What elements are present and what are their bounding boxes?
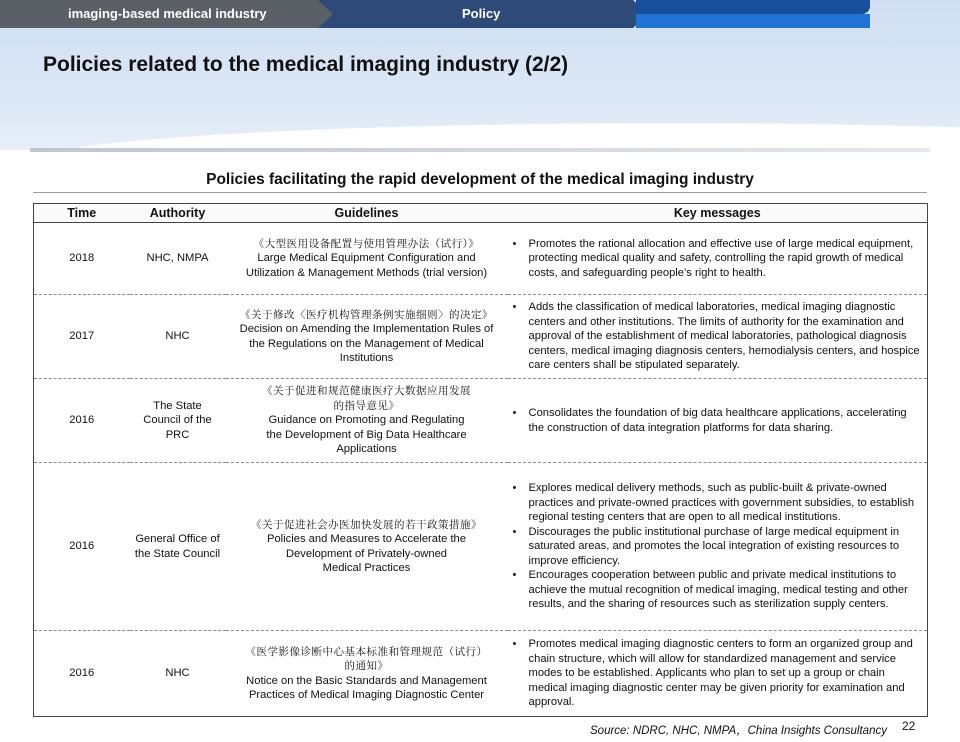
authority-line: NHC, NMPA: [146, 252, 209, 265]
table-row: [34, 631, 928, 717]
table-row: [34, 295, 928, 379]
table-row: [34, 379, 928, 463]
guideline-chinese-title: 《大型医用设备配置与使用管理办法（试行）》: [253, 237, 480, 250]
nav-accent-bar-dark: [636, 0, 870, 14]
authority-line: General Office of: [135, 533, 220, 545]
cell-authority: [130, 295, 226, 379]
table-row: [34, 463, 928, 631]
guideline-english-title: Practices of Medical Imaging Diagnostic Center: [248, 689, 485, 701]
cell-time: 2016: [34, 631, 130, 717]
guideline-chinese-title: 《医学影像诊断中心基本标准和管理规范（试行）: [245, 645, 488, 658]
cell-time: 2016: [34, 463, 130, 631]
guideline-english-title: Policies and Measures to Accelerate the: [267, 533, 466, 545]
cell-key-messages: [508, 223, 928, 295]
nav-accent-bar: [636, 14, 870, 28]
cell-key-messages: [508, 463, 928, 631]
guideline-english-title: Guidance on Promoting and Regulating: [268, 414, 465, 427]
column-header-guidelines: Guidelines: [226, 204, 508, 223]
breadcrumb-nav: [0, 0, 960, 28]
column-header-authority: Authority: [130, 204, 226, 223]
guideline-english-title: Development of Privately-owned: [285, 547, 448, 560]
cell-guidelines: [226, 631, 508, 717]
guideline-english-title: the Regulations on the Management of Medical: [249, 337, 484, 350]
cell-guidelines: [226, 463, 508, 631]
guideline-chinese-title: 《关于修改〈医疗机构管理条例实施细则〉的决定》: [240, 308, 493, 321]
cell-time: 2018: [34, 223, 130, 295]
guideline-english-title: Medical Practices: [322, 562, 411, 574]
nav-section-label[interactable]: imaging-based medical industry: [68, 6, 267, 21]
guideline-english-title: Large Medical Equipment Configuration and: [257, 252, 476, 265]
guideline-chinese-title: 《关于促进和规范健康医疗大数据应用发展: [262, 385, 471, 398]
key-messages-list: [511, 481, 925, 612]
key-message-item: • Promotes medical imaging diagnostic centers to form an organized group and chain structure, which will allow for standardized management and service modes to be established. Applicants who plan to set up a group or chain medical imaging diagnostic center may be given priority for examination and approval.: [511, 637, 925, 710]
cell-guidelines: [226, 223, 508, 295]
policy-table-body: [34, 223, 928, 717]
nav-current-label[interactable]: Policy: [462, 6, 501, 21]
cell-guidelines: [226, 295, 508, 379]
authority-line: the State Council: [134, 547, 221, 560]
authority-line: NHC: [165, 330, 190, 343]
key-messages-list: [511, 637, 925, 710]
guideline-english-title: Decision on Amending the Implementation Rules of: [239, 323, 494, 335]
key-message-item: • Discourages the public institutional purchase of large medical equipment in saturated areas, and promotes the local integration of existing resources to improve efficiency.: [511, 525, 925, 569]
guideline-english-title: Institutions: [339, 352, 394, 364]
key-message-item: • Encourages cooperation between public and private medical institutions to achieve the mutual recognition of medical imaging, medical testing and other results, and the sharing of resources such as sterilization supply centers.: [511, 568, 925, 612]
authority-line: PRC: [165, 428, 190, 441]
cell-time: 2017: [34, 295, 130, 379]
cell-authority: [130, 463, 226, 631]
authority-line: The State: [153, 399, 202, 412]
key-messages-list: [511, 406, 925, 435]
guideline-english-title: Utilization & Management Methods (trial version): [245, 266, 488, 279]
table-title-rule: [33, 192, 927, 193]
cell-key-messages: [508, 379, 928, 463]
cell-guidelines: [226, 379, 508, 463]
key-message-item: • Promotes the rational allocation and effective use of large medical equipment, protecting medical quality and safety, controlling the rapid growth of medical costs, and safeguarding people’s right to health.: [511, 237, 925, 281]
authority-line: Council of the: [143, 414, 212, 427]
column-header-time: Time: [34, 204, 130, 223]
key-message-item: • Explores medical delivery methods, such as public-built & private-owned practices and private-owned practices with government subsidies, to establish regional testing centers that are open to all medical institutions.: [511, 481, 925, 525]
authority-line: NHC: [165, 667, 190, 680]
cell-time: 2016: [34, 379, 130, 463]
guideline-chinese-title: 《关于促进社会办医加快发展的若干政策措施》: [251, 518, 482, 531]
cell-authority: [130, 379, 226, 463]
policy-table: [33, 203, 928, 717]
source-note: Source: NDRC, NHC, NMPA，China Insights Consultancy: [590, 725, 887, 737]
cell-authority: [130, 631, 226, 717]
header-divider: [30, 148, 930, 152]
key-message-item: • Adds the classification of medical laboratories, medical imaging diagnostic centers and other institutions. The limits of authority for the examination and approval of the establishment of medical laboratories, pathological diagnosis centers, medical imaging diagnosis centers, hemodialysis centers, and hospice care centers shall be stipulated separately.: [511, 300, 925, 373]
cell-key-messages: [508, 631, 928, 717]
table-title: Policies facilitating the rapid development of the medical imaging industry: [206, 171, 754, 188]
column-header-key-messages: Key messages: [508, 204, 928, 223]
cell-authority: [130, 223, 226, 295]
cell-key-messages: [508, 295, 928, 379]
key-messages-list: [511, 300, 925, 373]
table-row: [34, 223, 928, 295]
page-number: 22: [902, 719, 916, 733]
table-header-row: [34, 204, 928, 223]
guideline-english-title: the Development of Big Data Healthcare: [266, 428, 467, 441]
guideline-english-title: Notice on the Basic Standards and Management: [246, 674, 487, 687]
page-title: Policies related to the medical imaging industry (2/2): [43, 53, 569, 76]
guideline-chinese-title: 的通知》: [344, 660, 389, 672]
guideline-chinese-title: 的指导意见》: [333, 399, 400, 412]
key-message-item: • Consolidates the foundation of big data healthcare applications, accelerating the construction of data integration platforms for data sharing.: [511, 406, 925, 435]
guideline-english-title: Applications: [336, 443, 397, 456]
key-messages-list: [511, 237, 925, 281]
